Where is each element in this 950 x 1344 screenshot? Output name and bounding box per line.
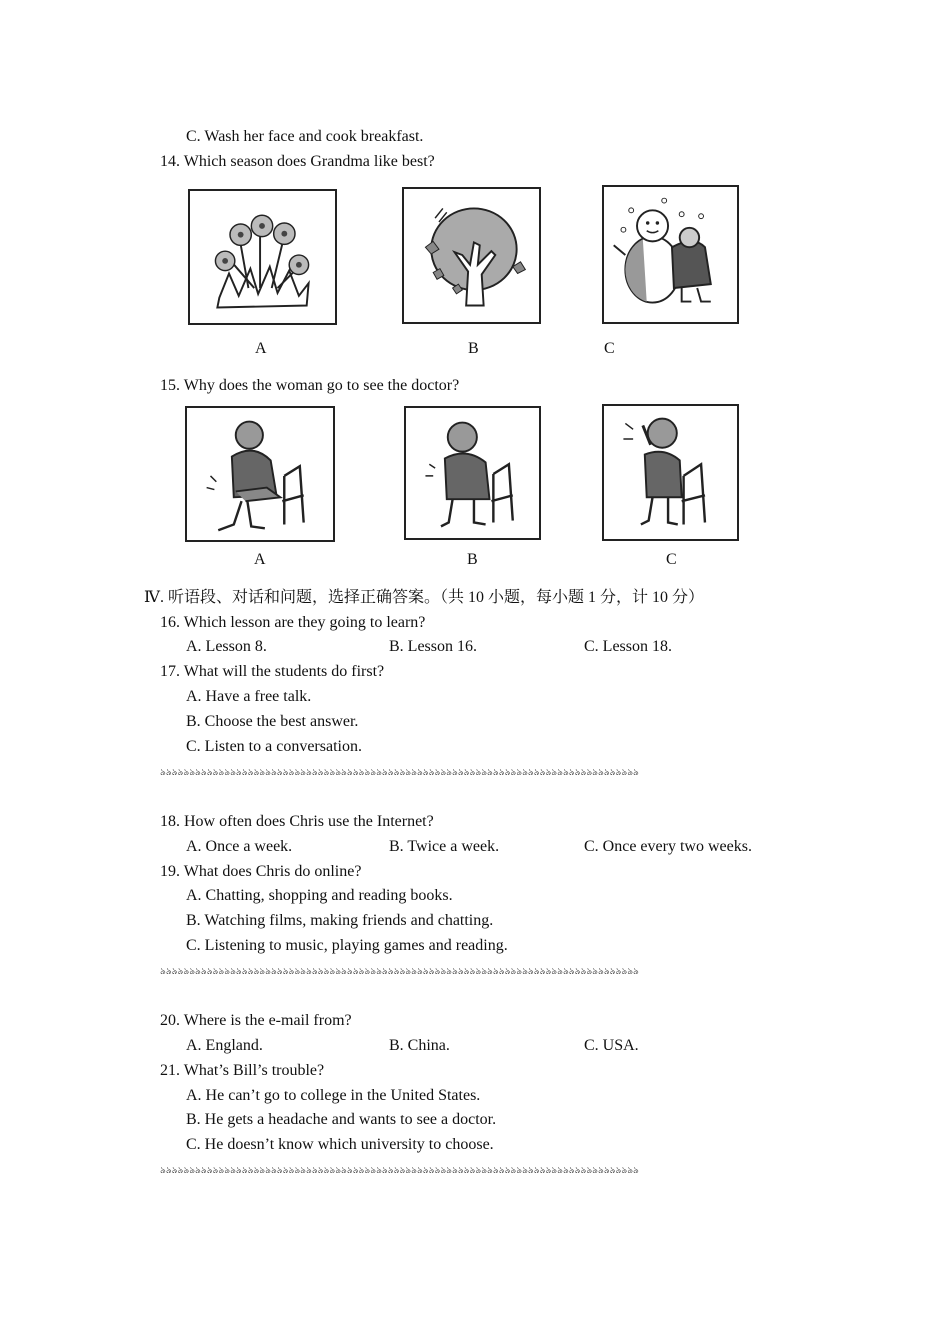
q20-option-a: A. England.	[186, 1037, 263, 1054]
q16-option-a: A. Lesson 8.	[186, 638, 267, 655]
q16-option-b: B. Lesson 16.	[389, 638, 477, 655]
section-heading: Ⅳ. 听语段、对话和问题，选择正确答案。（共 10 小题，每小题 1 分，计 10 分）	[144, 589, 704, 606]
q20-question: 20. Where is the e-mail from?	[160, 1012, 352, 1029]
knee-pain-icon	[185, 406, 335, 542]
q21-option-a: A. He can’t go to college in the United States.	[186, 1087, 481, 1104]
autumn-tree-icon	[402, 187, 541, 324]
q14-label-a: A	[255, 340, 267, 357]
q18-question: 18. How often does Chris use the Internet?	[160, 813, 434, 830]
q15-question: 15. Why does the woman go to see the doctor?	[160, 377, 460, 394]
separator-line-3: ৯৯৯৯৯৯৯৯৯৯৯৯৯৯৯৯৯৯৯৯৯৯৯৯৯৯৯৯৯৯৯৯৯৯৯৯৯৯৯৯৯৯৯৯৯৯৯৯৯৯৯৯৯৯৯৯৯৯৯৯৯৯৯৯৯৯৯৯৯৯৯৯৯৯৯৯৯৯৯৯৯৯	[160, 1165, 639, 1175]
q14-label-b: B	[468, 340, 479, 357]
separator-line-2: ৯৯৯৯৯৯৯৯৯৯৯৯৯৯৯৯৯৯৯৯৯৯৯৯৯৯৯৯৯৯৯৯৯৯৯৯৯৯৯৯৯৯৯৯৯৯৯৯৯৯৯৯৯৯৯৯৯৯৯৯৯৯৯৯৯৯৯৯৯৯৯৯৯৯৯৯৯৯৯৯৯৯	[160, 966, 639, 976]
q14-label-c: C	[604, 340, 615, 357]
q16-question: 16. Which lesson are they going to learn?	[160, 614, 426, 631]
q21-option-b: B. He gets a headache and wants to see a doctor.	[186, 1111, 497, 1128]
q19-question: 19. What does Chris do online?	[160, 863, 362, 880]
q21-option-c: C. He doesn’t know which university to choose.	[186, 1136, 494, 1153]
q17-option-a: A. Have a free talk.	[186, 688, 312, 705]
q20-option-b: B. China.	[389, 1037, 450, 1054]
q17-option-b: B. Choose the best answer.	[186, 713, 359, 730]
q21-question: 21. What’s Bill’s trouble?	[160, 1062, 325, 1079]
stomachache-icon	[404, 406, 541, 540]
spring-flowers-icon	[188, 189, 337, 325]
q18-option-c: C. Once every two weeks.	[584, 838, 752, 855]
q17-option-c: C. Listen to a conversation.	[186, 738, 362, 755]
q19-option-a: A. Chatting, shopping and reading books.	[186, 887, 453, 904]
q18-option-b: B. Twice a week.	[389, 838, 500, 855]
separator-line-1: ৯৯৯৯৯৯৯৯৯৯৯৯৯৯৯৯৯৯৯৯৯৯৯৯৯৯৯৯৯৯৯৯৯৯৯৯৯৯৯৯৯৯৯৯৯৯৯৯৯৯৯৯৯৯৯৯৯৯৯৯৯৯৯৯৯৯৯৯৯৯৯৯৯৯৯৯৯৯৯৯৯৯	[160, 767, 639, 777]
q17-question: 17. What will the students do first?	[160, 663, 385, 680]
q20-option-c: C. USA.	[584, 1037, 639, 1054]
q13-option-c: C. Wash her face and cook breakfast.	[186, 128, 424, 145]
q15-label-a: A	[254, 551, 266, 568]
q19-option-b: B. Watching films, making friends and chatting.	[186, 912, 494, 929]
q15-label-b: B	[467, 551, 478, 568]
q15-label-c: C	[666, 551, 677, 568]
q19-option-c: C. Listening to music, playing games and reading.	[186, 937, 508, 954]
headache-icon	[602, 404, 739, 541]
q18-option-a: A. Once a week.	[186, 838, 293, 855]
q14-question: 14. Which season does Grandma like best?	[160, 153, 435, 170]
winter-snowman-icon	[602, 185, 739, 324]
q16-option-c: C. Lesson 18.	[584, 638, 672, 655]
